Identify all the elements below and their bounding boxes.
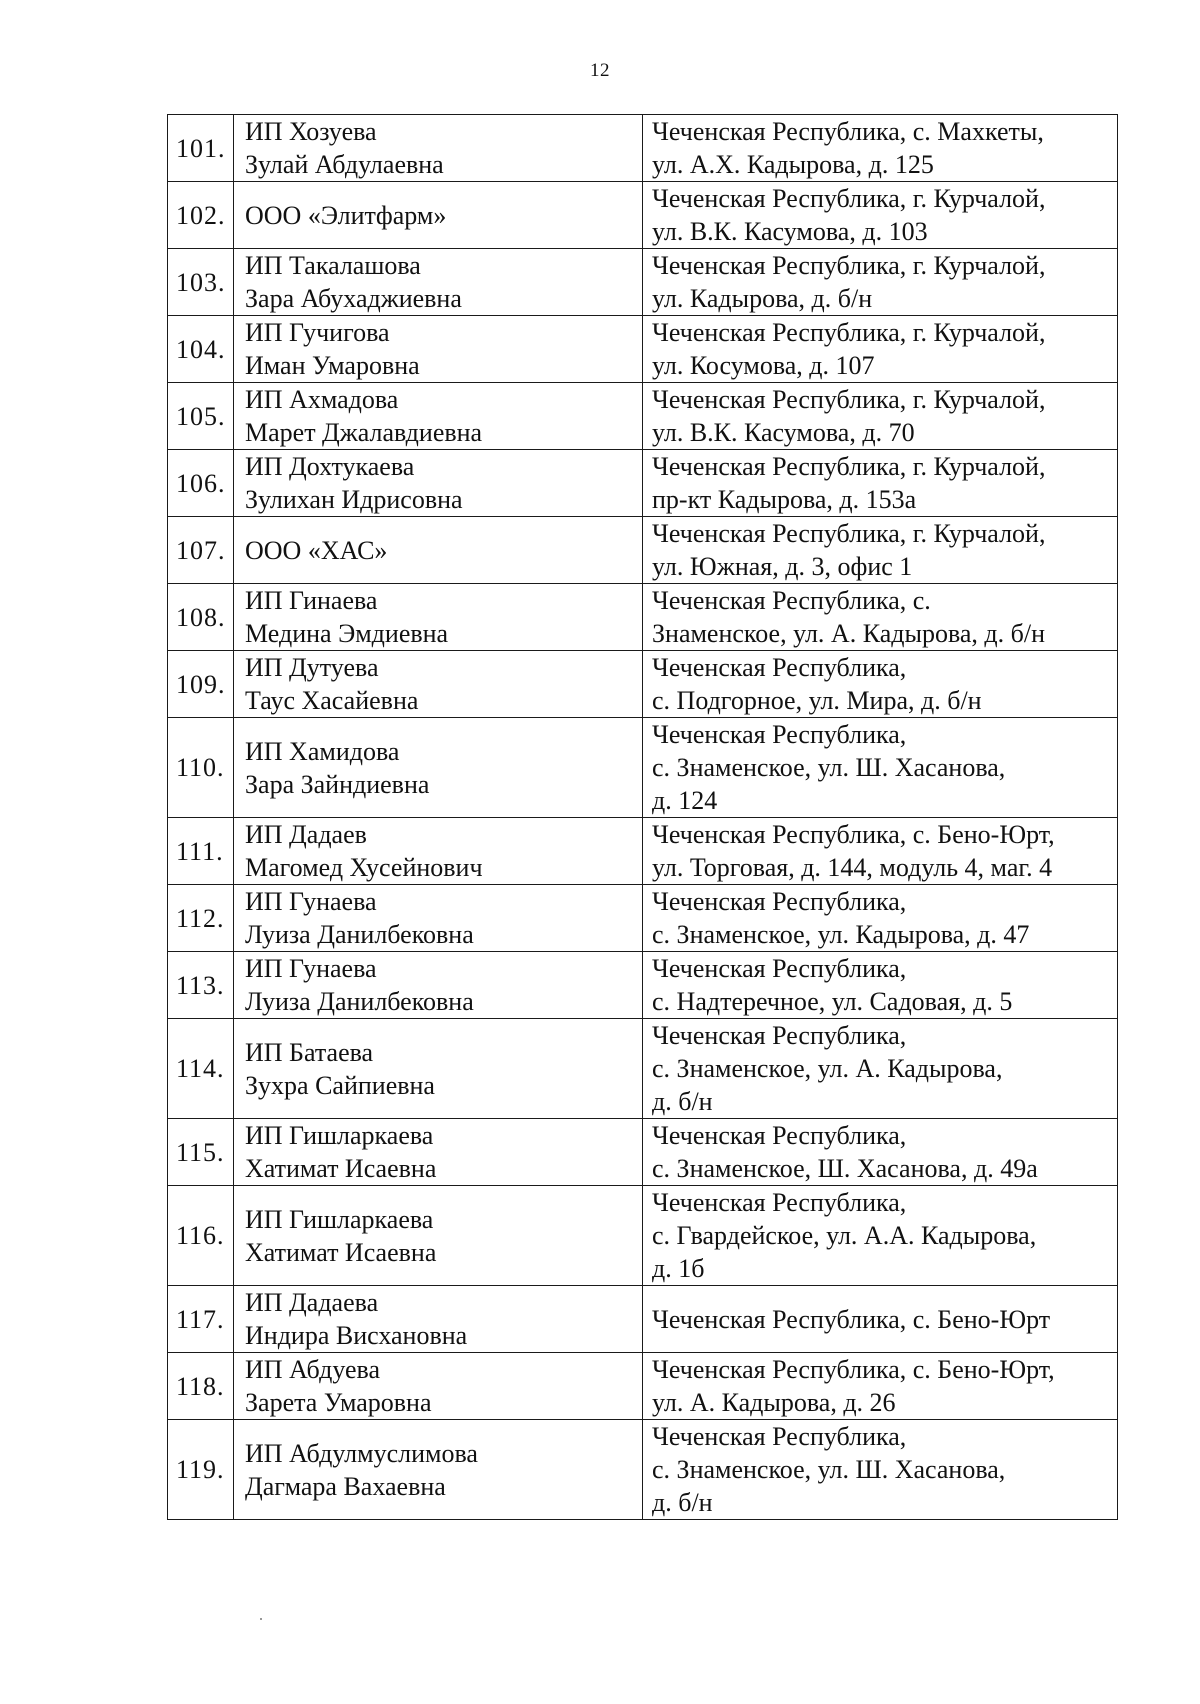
entity-name-line: Луиза Данилбековна xyxy=(245,920,474,949)
address-cell xyxy=(643,1353,1118,1420)
row-number: 105. xyxy=(168,383,234,450)
row-number: 117. xyxy=(168,1286,234,1353)
address-cell xyxy=(643,182,1118,249)
address-cell xyxy=(643,1019,1118,1119)
address-line: Чеченская Республика, г. Курчалой, xyxy=(652,385,1046,414)
table-row xyxy=(168,1019,1118,1119)
entity-name-line: ИП Батаева xyxy=(245,1037,374,1067)
entity-name-line: ИП Дадаева xyxy=(245,1288,379,1317)
entity-name-line: ИП Гунаева xyxy=(245,954,377,983)
row-number: 111. xyxy=(168,818,234,885)
entity-name-line: Зарета Умаровна xyxy=(245,1388,432,1417)
entity-name-line: ИП Гишларкаева xyxy=(245,1204,434,1234)
entity-name-line: Иман Умаровна xyxy=(245,351,420,380)
row-number: 101. xyxy=(168,115,234,182)
address-line: Чеченская Республика, xyxy=(652,887,907,916)
entity-name-line: Медина Эмдиевна xyxy=(245,619,449,648)
address-cell xyxy=(643,1420,1118,1520)
table-row xyxy=(168,1353,1118,1420)
row-number: 110. xyxy=(168,718,234,818)
address-line: ул. Торговая, д. 144, модуль 4, маг. 4 xyxy=(652,853,1053,882)
entity-name-cell xyxy=(234,584,643,651)
row-number: 118. xyxy=(168,1353,234,1420)
entity-name-cell xyxy=(234,1186,643,1286)
entity-name-line: Хатимат Исаевна xyxy=(245,1154,437,1183)
row-number: 109. xyxy=(168,651,234,718)
entity-name-line: Зара Зайндиевна xyxy=(245,769,430,799)
entity-name-cell xyxy=(234,517,643,584)
address-line: Чеченская Республика, г. Курчалой, xyxy=(652,184,1046,213)
address-line: Чеченская Республика, xyxy=(652,1422,907,1451)
entity-name-cell xyxy=(234,316,643,383)
entity-name-line: Зара Абухаджиевна xyxy=(245,284,462,313)
entity-name-cell xyxy=(234,651,643,718)
table-row xyxy=(168,718,1118,818)
address-line: ул. А.Х. Кадырова, д. 125 xyxy=(652,150,934,179)
entity-name-line: ИП Такалашова xyxy=(245,251,421,280)
table-row xyxy=(168,1186,1118,1286)
address-line: с. Гвардейское, ул. А.А. Кадырова, xyxy=(652,1221,1037,1250)
address-line: д. 1б xyxy=(652,1254,705,1283)
address-line: Чеченская Республика, xyxy=(652,1121,907,1150)
address-line: д. б/н xyxy=(652,1087,713,1116)
address-line: ул. Кадырова, д. б/н xyxy=(652,284,873,313)
address-line: Чеченская Республика, xyxy=(652,954,907,983)
entity-name-line: ИП Хозуева xyxy=(245,117,377,146)
entity-name-line: ИП Абдулмуслимова xyxy=(245,1438,478,1468)
address-line: с. Надтеречное, ул. Садовая, д. 5 xyxy=(652,987,1013,1016)
address-line: ул. Косумова, д. 107 xyxy=(652,351,875,380)
entity-name-cell xyxy=(234,1353,643,1420)
table-row xyxy=(168,1420,1118,1520)
address-line: д. 124 xyxy=(652,786,718,815)
entity-name-cell xyxy=(234,182,643,249)
table-row xyxy=(168,885,1118,952)
table-row xyxy=(168,249,1118,316)
row-number: 113. xyxy=(168,952,234,1019)
address-cell xyxy=(643,1286,1118,1353)
entity-name-line: Луиза Данилбековна xyxy=(245,987,474,1016)
address-line: Чеченская Республика, xyxy=(652,653,907,682)
address-cell xyxy=(643,517,1118,584)
address-line: с. Подгорное, ул. Мира, д. б/н xyxy=(652,686,982,715)
entity-name-line: Дагмара Вахаевна xyxy=(245,1471,446,1501)
address-cell xyxy=(643,584,1118,651)
table-row xyxy=(168,952,1118,1019)
entity-name-cell xyxy=(234,1119,643,1186)
address-cell xyxy=(643,1119,1118,1186)
row-number: 104. xyxy=(168,316,234,383)
address-cell xyxy=(643,316,1118,383)
address-line: д. б/н xyxy=(652,1488,713,1517)
entity-name-line: ИП Хамидова xyxy=(245,736,400,766)
registry-table-body xyxy=(168,115,1118,1520)
entity-name-line: ИП Гишларкаева xyxy=(245,1121,434,1150)
address-cell xyxy=(643,651,1118,718)
address-line: Чеченская Республика, xyxy=(652,720,907,749)
entity-name-line: Индира Висхановна xyxy=(245,1321,468,1350)
entity-name-cell xyxy=(234,249,643,316)
table-row xyxy=(168,651,1118,718)
row-number: 114. xyxy=(168,1019,234,1119)
table-row xyxy=(168,182,1118,249)
address-line: Чеченская Республика, г. Курчалой, xyxy=(652,519,1046,548)
row-number: 119. xyxy=(168,1420,234,1520)
entity-name-line: ИП Гунаева xyxy=(245,887,377,916)
table-row xyxy=(168,584,1118,651)
table-row xyxy=(168,517,1118,584)
page-number: 12 xyxy=(590,60,610,81)
address-line: Чеченская Республика, с. Бено-Юрт, xyxy=(652,1355,1055,1384)
entity-name-line: Магомед Хусейнович xyxy=(245,853,483,882)
entity-name-cell xyxy=(234,383,643,450)
address-cell xyxy=(643,818,1118,885)
row-number: 103. xyxy=(168,249,234,316)
row-number: 108. xyxy=(168,584,234,651)
address-cell xyxy=(643,115,1118,182)
address-line: Чеченская Республика, г. Курчалой, xyxy=(652,452,1046,481)
entity-name-line: Таус Хасайевна xyxy=(245,686,419,715)
address-cell xyxy=(643,885,1118,952)
entity-name-cell xyxy=(234,952,643,1019)
row-number: 102. xyxy=(168,182,234,249)
entity-name-line: ИП Гинаева xyxy=(245,586,378,615)
entity-name-cell xyxy=(234,885,643,952)
entity-name-cell xyxy=(234,115,643,182)
address-line: Чеченская Республика, с. xyxy=(652,586,931,615)
table-row xyxy=(168,1119,1118,1186)
entity-name-cell xyxy=(234,450,643,517)
table-row xyxy=(168,383,1118,450)
entity-name-cell xyxy=(234,1420,643,1520)
entity-name-line: Зулихан Идрисовна xyxy=(245,485,463,514)
address-line: Чеченская Республика, с. Бено-Юрт xyxy=(652,1304,1051,1334)
address-line: ул. В.К. Касумова, д. 103 xyxy=(652,217,928,246)
row-number: 106. xyxy=(168,450,234,517)
row-number: 107. xyxy=(168,517,234,584)
entity-name-line: ООО «Элитфарм» xyxy=(245,200,447,230)
entity-name-line: ИП Абдуева xyxy=(245,1355,380,1384)
entity-name-cell xyxy=(234,1286,643,1353)
address-line: с. Знаменское, ул. Кадырова, д. 47 xyxy=(652,920,1030,949)
table-row xyxy=(168,1286,1118,1353)
row-number: 115. xyxy=(168,1119,234,1186)
entity-name-line: ИП Дохтукаева xyxy=(245,452,415,481)
address-line: ул. А. Кадырова, д. 26 xyxy=(652,1388,896,1417)
address-line: Чеченская Республика, с. Бено-Юрт, xyxy=(652,820,1055,849)
entity-name-line: ИП Дутуева xyxy=(245,653,379,682)
address-line: ул. Южная, д. 3, офис 1 xyxy=(652,552,913,581)
entity-name-line: ИП Гучигова xyxy=(245,318,390,347)
entity-name-line: Зулай Абдулаевна xyxy=(245,150,444,179)
address-cell xyxy=(643,952,1118,1019)
entity-name-cell xyxy=(234,818,643,885)
entity-name-line: Марет Джалавдиевна xyxy=(245,418,483,447)
entity-name-line: Зухра Сайпиевна xyxy=(245,1070,435,1100)
address-cell xyxy=(643,450,1118,517)
table-row xyxy=(168,818,1118,885)
address-line: Знаменское, ул. А. Кадырова, д. б/н xyxy=(652,619,1046,648)
entity-name-line: Хатимат Исаевна xyxy=(245,1237,437,1267)
entity-name-line: ИП Дадаев xyxy=(245,820,367,849)
row-number: 112. xyxy=(168,885,234,952)
address-cell xyxy=(643,718,1118,818)
address-line: с. Знаменское, Ш. Хасанова, д. 49а xyxy=(652,1154,1038,1183)
address-line: с. Знаменское, ул. А. Кадырова, xyxy=(652,1054,1003,1083)
address-line: Чеченская Республика, с. Махкеты, xyxy=(652,117,1044,146)
address-line: Чеченская Республика, xyxy=(652,1021,907,1050)
address-line: Чеченская Республика, г. Курчалой, xyxy=(652,251,1046,280)
scan-speck xyxy=(260,1618,262,1620)
table-row xyxy=(168,316,1118,383)
entity-name-cell xyxy=(234,718,643,818)
address-line: с. Знаменское, ул. Ш. Хасанова, xyxy=(652,753,1006,782)
address-line: ул. В.К. Касумова, д. 70 xyxy=(652,418,915,447)
row-number: 116. xyxy=(168,1186,234,1286)
address-cell xyxy=(643,249,1118,316)
address-line: Чеченская Республика, xyxy=(652,1188,907,1217)
address-line: пр-кт Кадырова, д. 153а xyxy=(652,485,917,514)
entity-name-line: ИП Ахмадова xyxy=(245,385,399,414)
address-line: Чеченская Республика, г. Курчалой, xyxy=(652,318,1046,347)
registry-table xyxy=(167,114,1118,1520)
address-cell xyxy=(643,383,1118,450)
entity-name-line: ООО «ХАС» xyxy=(245,535,388,565)
address-line: с. Знаменское, ул. Ш. Хасанова, xyxy=(652,1455,1006,1484)
table-row xyxy=(168,115,1118,182)
table-row xyxy=(168,450,1118,517)
address-cell xyxy=(643,1186,1118,1286)
entity-name-cell xyxy=(234,1019,643,1119)
